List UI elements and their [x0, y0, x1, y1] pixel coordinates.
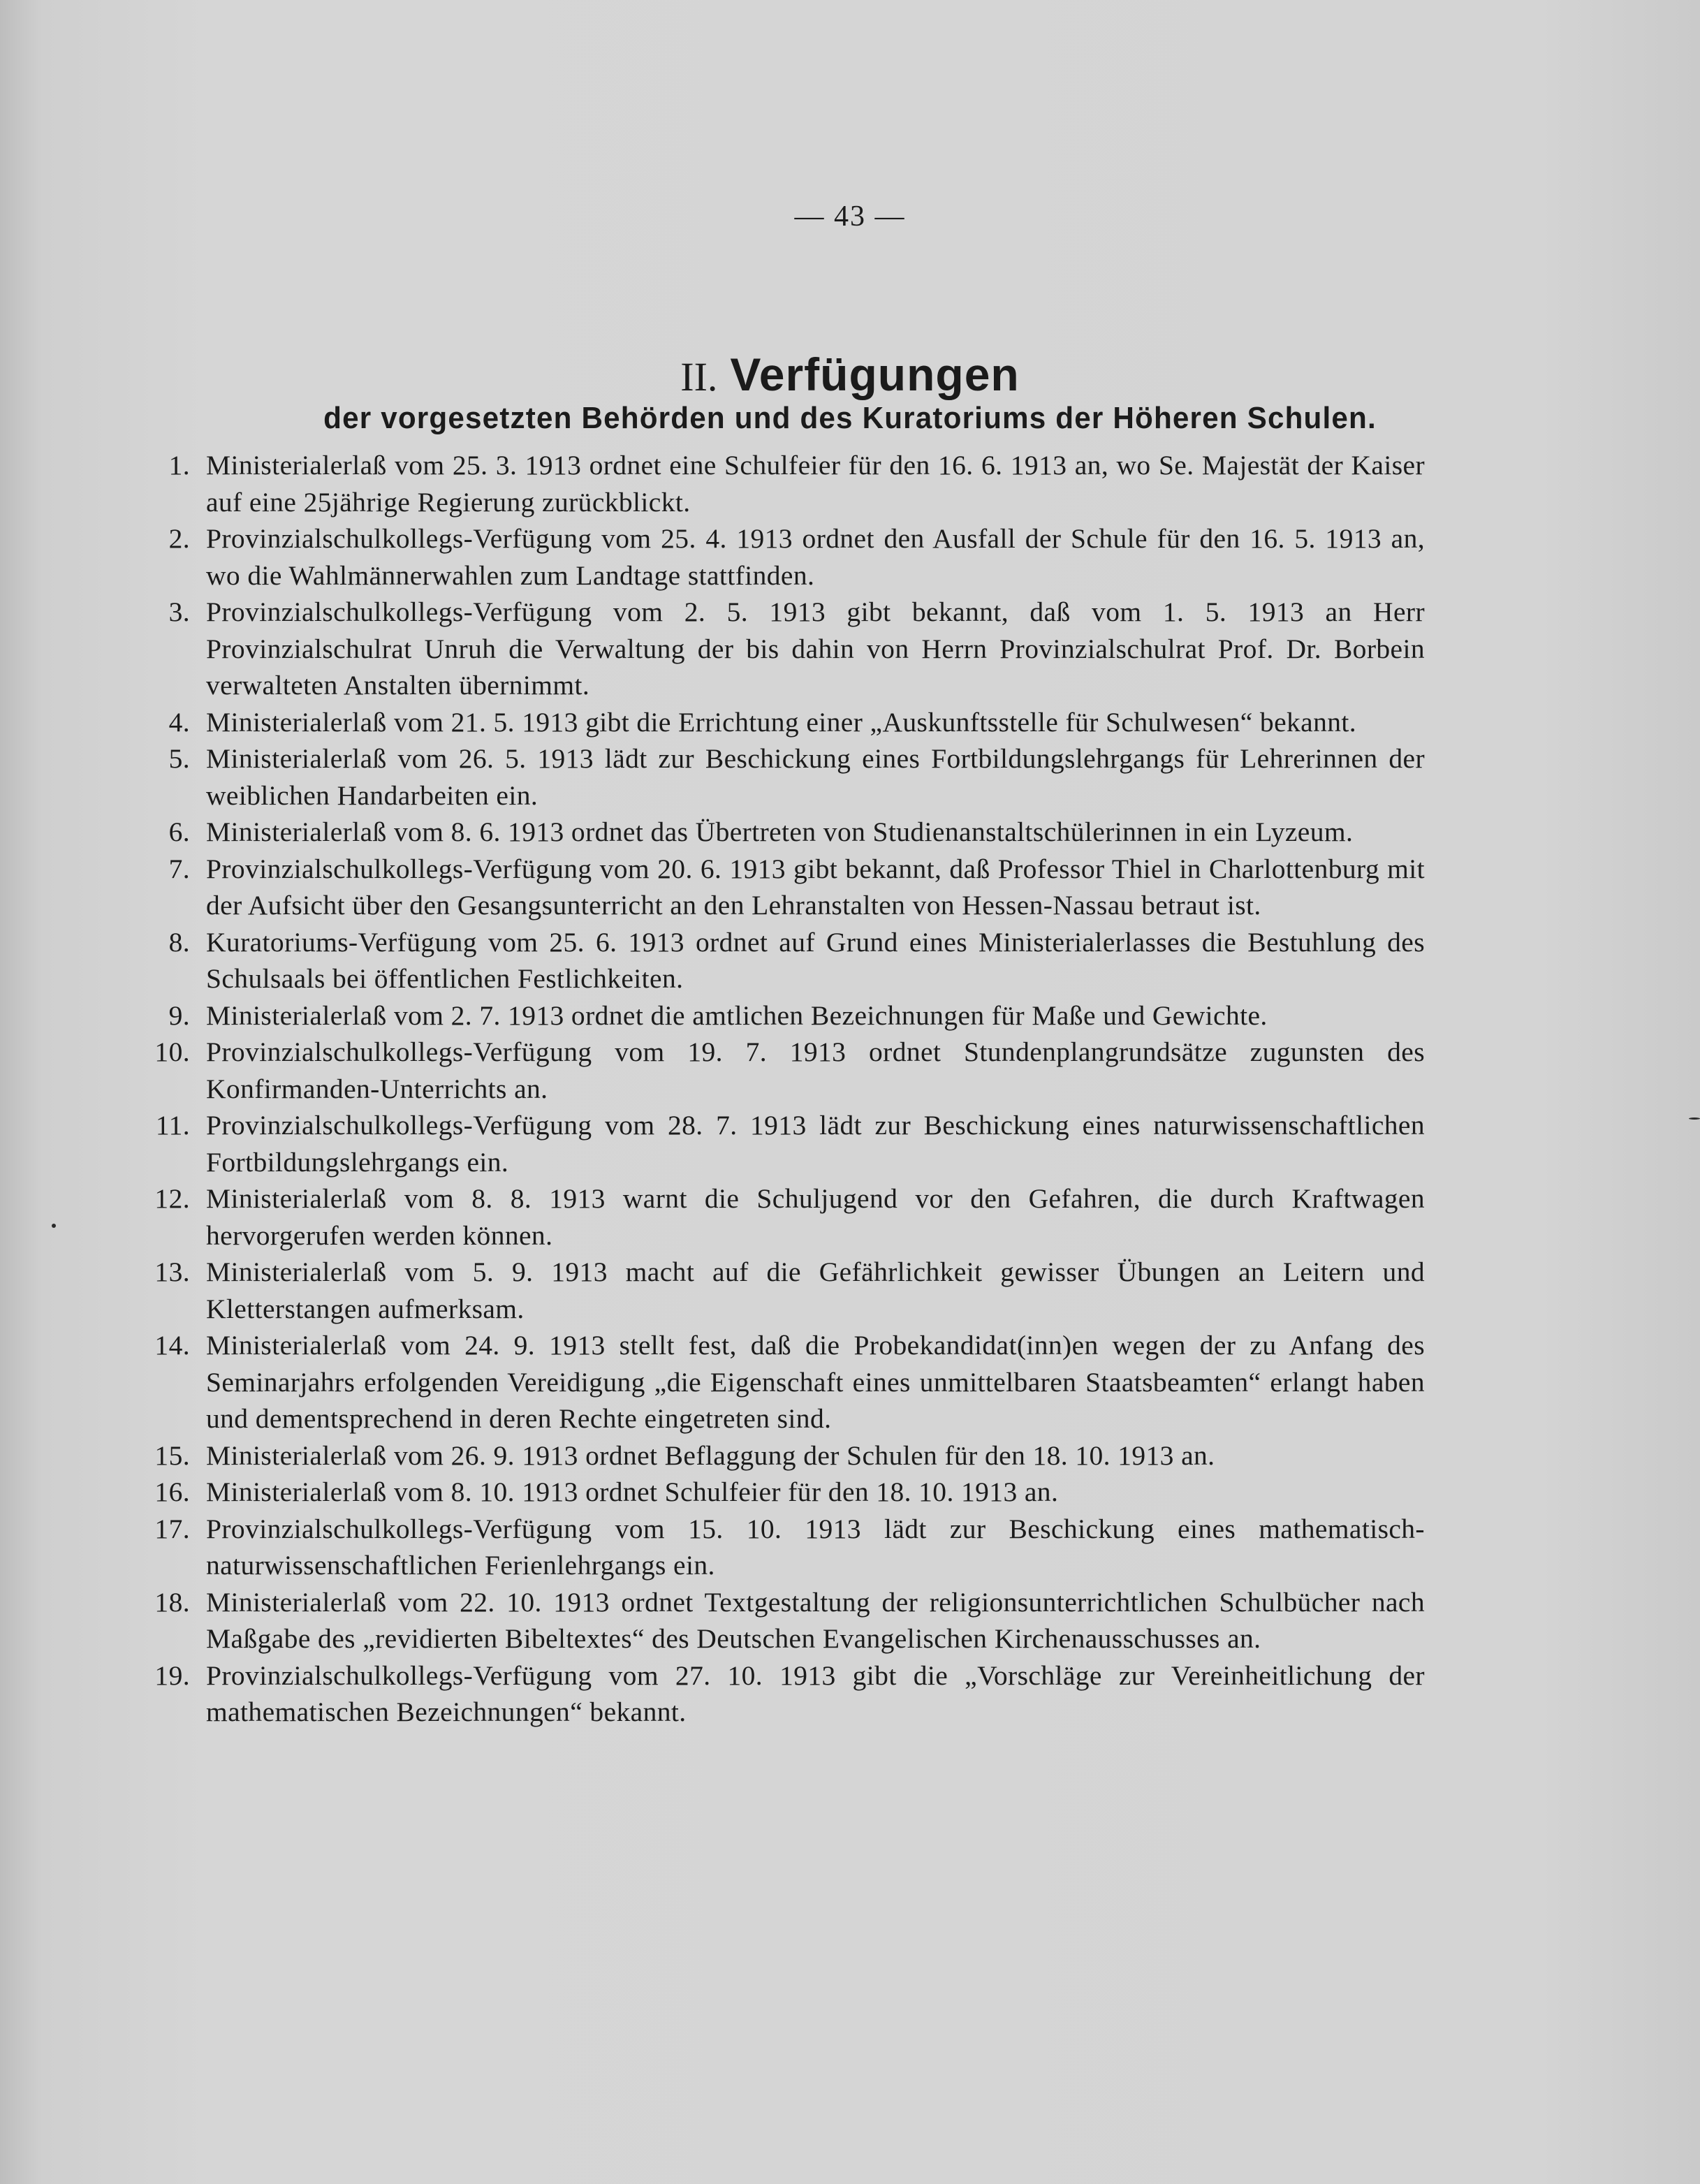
list-item: [140, 1034, 1425, 1107]
item-text: Ministerialerlaß vom 24. 9. 1913 stellt fest, daß die Probekandidat(inn)en wegen der zu Anfang des Seminarjahrs erfolgenden Vereidigung „die Eigenschaft eines unmittelbaren Staatsbeamten“ erlangt haben und dementsprechend in deren Rechte eingetreten sind.: [206, 1330, 1425, 1434]
list-item: [140, 1327, 1425, 1437]
section-subtitle: der vorgesetzten Behörden und des Kuratoriums der Höheren Schulen.: [323, 401, 1377, 435]
section-numeral: II.: [680, 354, 718, 400]
item-number: 19.: [154, 1659, 190, 1691]
item-text: Kuratoriums-Verfügung vom 25. 6. 1913 ordnet auf Grund eines Ministerialerlasses die Bestuhlung des Schulsaals bei öffentlichen Festlichkeiten.: [206, 926, 1425, 994]
item-text: Ministerialerlaß vom 25. 3. 1913 ordnet eine Schulfeier für den 16. 6. 1913 an, wo Se. Majestät der Kaiser auf eine 25jährige Regierung zurückblickt.: [206, 450, 1425, 518]
list-item: [140, 520, 1425, 594]
item-number: 13.: [154, 1256, 190, 1287]
item-text: Ministerialerlaß vom 26. 9. 1913 ordnet Beflaggung der Schulen für den 18. 10. 1913 an.: [206, 1439, 1215, 1471]
item-number: 6.: [168, 816, 190, 847]
list-item: [140, 1584, 1425, 1657]
item-text: Provinzialschulkollegs-Verfügung vom 25. 4. 1913 ordnet den Ausfall der Schule für den 16. 5. 1913 an, wo die Wahlmännerwahlen zum Landtage stattfinden.: [206, 523, 1425, 591]
item-text: Ministerialerlaß vom 8. 6. 1913 ordnet das Übertreten von Studienanstaltschülerinnen in ein Lyzeum.: [206, 816, 1354, 847]
list-item: [140, 1474, 1425, 1511]
list-item: [140, 704, 1425, 741]
page-number: — 43 —: [794, 200, 906, 233]
item-number: 18.: [154, 1586, 190, 1618]
item-number: 1.: [168, 450, 190, 481]
item-text: Provinzialschulkollegs-Verfügung vom 27. 10. 1913 gibt die „Vorschläge zur Vereinheitlichung der mathematischen Bezeichnungen“ bekannt.: [206, 1659, 1425, 1727]
item-number: 5.: [168, 743, 190, 774]
item-text: Ministerialerlaß vom 8. 8. 1913 warnt die Schuljugend vor den Gefahren, die durch Kraftwagen hervorgerufen werden können.: [206, 1183, 1425, 1251]
ordinance-list: [140, 447, 1425, 1731]
item-number: 15.: [154, 1439, 190, 1471]
item-number: 10.: [154, 1036, 190, 1067]
list-item: [140, 1511, 1425, 1584]
list-item: [140, 594, 1425, 704]
item-number: 4.: [168, 706, 190, 738]
list-item: [140, 1254, 1425, 1327]
item-number: 9.: [168, 999, 190, 1031]
item-text: Ministerialerlaß vom 22. 10. 1913 ordnet Textgestaltung der religionsunterrichtlichen Schulbücher nach Maßgabe des „revidierten Bibeltextes“ des Deutschen Evangelischen Kirchenausschusses an.: [206, 1586, 1425, 1654]
section-heading: [0, 348, 1700, 401]
item-text: Ministerialerlaß vom 21. 5. 1913 gibt die Errichtung einer „Auskunftsstelle für Schulwesen“ bekannt.: [206, 706, 1357, 738]
list-item: [140, 1180, 1425, 1254]
list-item: [140, 447, 1425, 520]
item-number: 12.: [154, 1183, 190, 1214]
list-item: [140, 740, 1425, 814]
item-text: Provinzialschulkollegs-Verfügung vom 19. 7. 1913 ordnet Stundenplangrundsätze zugunsten des Konfirmanden-Unterrichts an.: [206, 1036, 1425, 1104]
list-item: [140, 851, 1425, 924]
ink-speck: [1689, 1117, 1700, 1120]
item-text: Provinzialschulkollegs-Verfügung vom 15. 10. 1913 lädt zur Beschickung eines mathematisch-naturwissenschaftlichen Ferienlehrgangs ein.: [206, 1513, 1425, 1581]
item-number: 14.: [154, 1330, 190, 1361]
item-number: 7.: [168, 853, 190, 884]
list-item: [140, 1657, 1425, 1731]
list-item: [140, 1437, 1425, 1474]
item-number: 11.: [155, 1110, 190, 1141]
section-title: Verfügungen: [730, 349, 1020, 400]
item-text: Ministerialerlaß vom 26. 5. 1913 lädt zur Beschickung eines Fortbildungslehrgangs für Lehrerinnen der weiblichen Handarbeiten ein.: [206, 743, 1425, 811]
list-item: [140, 1107, 1425, 1180]
item-text: Ministerialerlaß vom 2. 7. 1913 ordnet die amtlichen Bezeichnungen für Maße und Gewichte.: [206, 999, 1268, 1031]
list-item: [140, 814, 1425, 851]
item-number: 8.: [168, 926, 190, 958]
item-text: Ministerialerlaß vom 8. 10. 1913 ordnet Schulfeier für den 18. 10. 1913 an.: [206, 1476, 1059, 1507]
item-number: 16.: [154, 1476, 190, 1507]
item-text: Ministerialerlaß vom 5. 9. 1913 macht auf die Gefährlichkeit gewisser Übungen an Leitern und Kletterstangen aufmerksam.: [206, 1256, 1425, 1324]
item-number: 17.: [154, 1513, 190, 1544]
list-item: [140, 997, 1425, 1034]
ink-speck: [52, 1224, 56, 1228]
list-item: [140, 924, 1425, 997]
item-number: 3.: [168, 596, 190, 627]
item-number: 2.: [168, 523, 190, 554]
item-text: Provinzialschulkollegs-Verfügung vom 28. 7. 1913 lädt zur Beschickung eines naturwissenschaftlichen Fortbildungslehrgangs ein.: [206, 1110, 1425, 1178]
item-text: Provinzialschulkollegs-Verfügung vom 2. 5. 1913 gibt bekannt, daß vom 1. 5. 1913 an Herr Provinzialschulrat Unruh die Verwaltung der bis dahin von Herrn Provinzialschulrat Prof. Dr. Borbein verwalteten Anstalten übernimmt.: [206, 596, 1425, 701]
item-text: Provinzialschulkollegs-Verfügung vom 20. 6. 1913 gibt bekannt, daß Professor Thiel in Charlottenburg mit der Aufsicht über den Gesangsunterricht an den Lehranstalten von Hessen-Nassau betraut ist.: [206, 853, 1425, 921]
